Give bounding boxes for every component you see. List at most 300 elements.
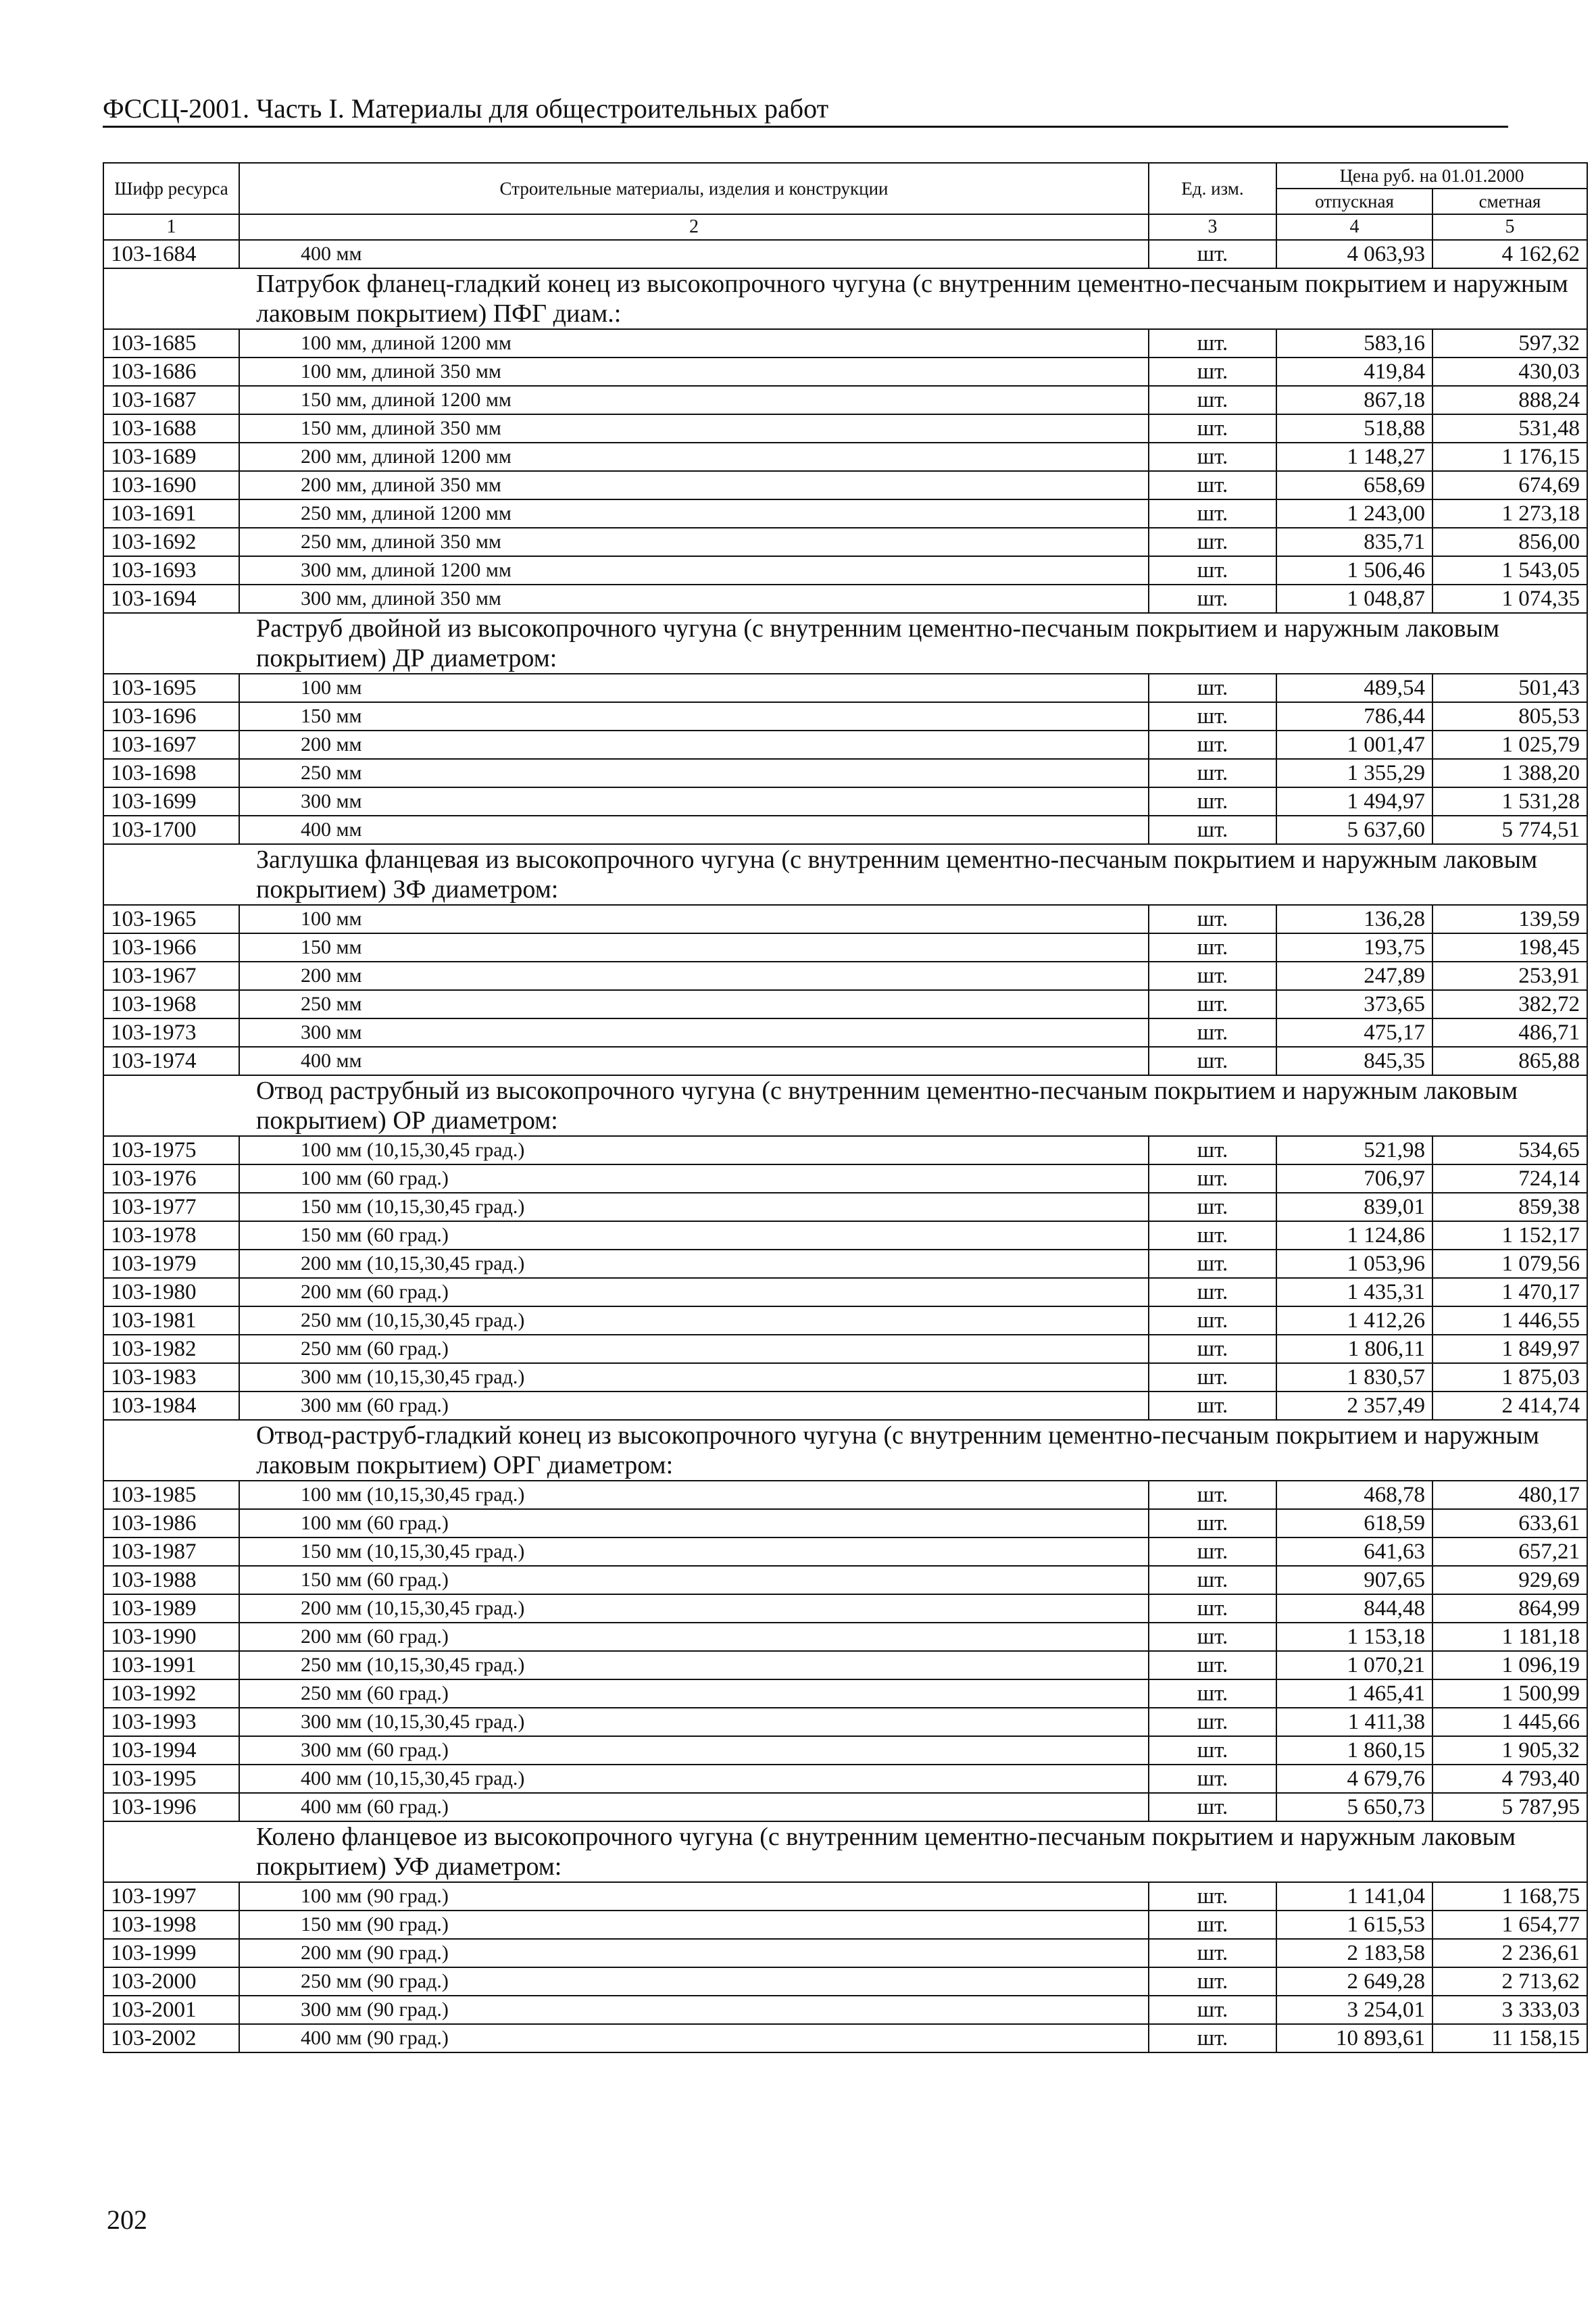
material-name-cell: 200 мм, длиной 1200 мм bbox=[239, 443, 1149, 471]
material-name-cell: 300 мм (10,15,30,45 град.) bbox=[239, 1363, 1149, 1392]
table-row bbox=[103, 1793, 1587, 1821]
release-price-cell: 518,88 bbox=[1276, 414, 1432, 443]
estimate-price-cell: 11 158,15 bbox=[1432, 2024, 1587, 2052]
release-price-cell: 867,18 bbox=[1276, 386, 1432, 414]
unit-cell: шт. bbox=[1149, 905, 1276, 933]
price-table bbox=[103, 162, 1588, 2053]
table-row bbox=[103, 443, 1587, 471]
material-name-cell: 200 мм (90 град.) bbox=[239, 1939, 1149, 1967]
table-row bbox=[103, 240, 1587, 268]
estimate-price-cell: 1 849,97 bbox=[1432, 1335, 1587, 1363]
material-name-cell: 250 мм bbox=[239, 759, 1149, 787]
table-row bbox=[103, 1594, 1587, 1623]
estimate-price-cell: 1 079,56 bbox=[1432, 1250, 1587, 1278]
group-heading: Заглушка фланцевая из высокопрочного чугуна (с внутренним цементно-песчаным покрытием и наружным лаковым покрытием) ЗФ диаметром: bbox=[103, 844, 1587, 905]
resource-code-cell: 103-1690 bbox=[103, 471, 239, 499]
estimate-price-cell: 198,45 bbox=[1432, 933, 1587, 962]
material-name-cell: 100 мм bbox=[239, 905, 1149, 933]
col-number-row bbox=[103, 214, 1587, 240]
release-price-cell: 583,16 bbox=[1276, 329, 1432, 358]
estimate-price-cell: 1 074,35 bbox=[1432, 585, 1587, 613]
material-name-cell: 100 мм, длиной 1200 мм bbox=[239, 329, 1149, 358]
material-name-cell: 250 мм, длиной 1200 мм bbox=[239, 499, 1149, 528]
material-name-cell: 250 мм (10,15,30,45 град.) bbox=[239, 1651, 1149, 1679]
group-heading-row bbox=[103, 1821, 1587, 1882]
table-row bbox=[103, 1623, 1587, 1651]
unit-cell: шт. bbox=[1149, 240, 1276, 268]
estimate-price-cell: 856,00 bbox=[1432, 528, 1587, 556]
release-price-cell: 786,44 bbox=[1276, 702, 1432, 731]
unit-cell: шт. bbox=[1149, 1736, 1276, 1765]
unit-cell: шт. bbox=[1149, 585, 1276, 613]
resource-code-cell: 103-1989 bbox=[103, 1594, 239, 1623]
release-price-cell: 5 650,73 bbox=[1276, 1793, 1432, 1821]
resource-code-cell: 103-2000 bbox=[103, 1967, 239, 1996]
unit-cell: шт. bbox=[1149, 414, 1276, 443]
resource-code-cell: 103-1698 bbox=[103, 759, 239, 787]
unit-cell: шт. bbox=[1149, 1047, 1276, 1075]
table-row bbox=[103, 1911, 1587, 1939]
group-heading: Отвод-раструб-гладкий конец из высокопрочного чугуна (с внутренним цементно-песчаным покрытием и наружным лаковым покрытием) ОРГ диаметром: bbox=[103, 1420, 1587, 1481]
table-row bbox=[103, 1136, 1587, 1164]
unit-cell: шт. bbox=[1149, 1967, 1276, 1996]
resource-code-cell: 103-1975 bbox=[103, 1136, 239, 1164]
release-price-cell: 247,89 bbox=[1276, 962, 1432, 990]
release-price-cell: 706,97 bbox=[1276, 1164, 1432, 1193]
table-row bbox=[103, 499, 1587, 528]
release-price-cell: 10 893,61 bbox=[1276, 2024, 1432, 2052]
estimate-price-cell: 657,21 bbox=[1432, 1537, 1587, 1566]
resource-code-cell: 103-1689 bbox=[103, 443, 239, 471]
material-name-cell: 200 мм (60 град.) bbox=[239, 1278, 1149, 1306]
table-row bbox=[103, 1882, 1587, 1911]
table-row bbox=[103, 1996, 1587, 2024]
release-price-cell: 2 357,49 bbox=[1276, 1392, 1432, 1420]
table-row bbox=[103, 1679, 1587, 1708]
unit-cell: шт. bbox=[1149, 1623, 1276, 1651]
table-row bbox=[103, 329, 1587, 358]
resource-code-cell: 103-1687 bbox=[103, 386, 239, 414]
unit-cell: шт. bbox=[1149, 1594, 1276, 1623]
release-price-cell: 618,59 bbox=[1276, 1509, 1432, 1537]
estimate-price-cell: 1 388,20 bbox=[1432, 759, 1587, 787]
table-row bbox=[103, 1967, 1587, 1996]
material-name-cell: 200 мм (10,15,30,45 град.) bbox=[239, 1250, 1149, 1278]
resource-code-cell: 103-2001 bbox=[103, 1996, 239, 2024]
group-heading-row bbox=[103, 1075, 1587, 1136]
estimate-price-cell: 480,17 bbox=[1432, 1481, 1587, 1509]
table-row bbox=[103, 1193, 1587, 1221]
table-row bbox=[103, 990, 1587, 1018]
table-row bbox=[103, 585, 1587, 613]
table-row bbox=[103, 1018, 1587, 1047]
unit-cell: шт. bbox=[1149, 1335, 1276, 1363]
estimate-price-cell: 531,48 bbox=[1432, 414, 1587, 443]
estimate-price-cell: 1 025,79 bbox=[1432, 731, 1587, 759]
page-number: 202 bbox=[107, 2205, 147, 2235]
resource-code-cell: 103-1997 bbox=[103, 1882, 239, 1911]
page-header-title: ФССЦ-2001. Часть I. Материалы для общестроительных работ bbox=[103, 93, 829, 124]
table-row bbox=[103, 1221, 1587, 1250]
col-number: 2 bbox=[239, 214, 1149, 240]
resource-code-cell: 103-1981 bbox=[103, 1306, 239, 1335]
table-head-row bbox=[103, 163, 1587, 189]
unit-cell: шт. bbox=[1149, 1018, 1276, 1047]
group-heading-row bbox=[103, 1420, 1587, 1481]
table-row bbox=[103, 386, 1587, 414]
table-row bbox=[103, 1306, 1587, 1335]
estimate-price-cell: 674,69 bbox=[1432, 471, 1587, 499]
material-name-cell: 250 мм, длиной 350 мм bbox=[239, 528, 1149, 556]
estimate-price-cell: 2 236,61 bbox=[1432, 1939, 1587, 1967]
resource-code-cell: 103-1965 bbox=[103, 905, 239, 933]
estimate-price-cell: 1 654,77 bbox=[1432, 1911, 1587, 1939]
col-number: 3 bbox=[1149, 214, 1276, 240]
release-price-cell: 1 153,18 bbox=[1276, 1623, 1432, 1651]
table-row bbox=[103, 1537, 1587, 1566]
resource-code-cell: 103-1992 bbox=[103, 1679, 239, 1708]
estimate-price-cell: 1 531,28 bbox=[1432, 787, 1587, 816]
release-price-cell: 1 243,00 bbox=[1276, 499, 1432, 528]
table-row bbox=[103, 1765, 1587, 1793]
unit-cell: шт. bbox=[1149, 1392, 1276, 1420]
unit-cell: шт. bbox=[1149, 1765, 1276, 1793]
estimate-price-cell: 430,03 bbox=[1432, 358, 1587, 386]
release-price-cell: 641,63 bbox=[1276, 1537, 1432, 1566]
unit-cell: шт. bbox=[1149, 816, 1276, 844]
estimate-price-cell: 501,43 bbox=[1432, 674, 1587, 702]
material-name-cell: 400 мм bbox=[239, 816, 1149, 844]
resource-code-cell: 103-1999 bbox=[103, 1939, 239, 1967]
resource-code-cell: 103-1967 bbox=[103, 962, 239, 990]
table-row bbox=[103, 358, 1587, 386]
unit-cell: шт. bbox=[1149, 1193, 1276, 1221]
table-row bbox=[103, 1509, 1587, 1537]
material-name-cell: 200 мм (10,15,30,45 град.) bbox=[239, 1594, 1149, 1623]
release-price-cell: 1 048,87 bbox=[1276, 585, 1432, 613]
resource-code-cell: 103-1982 bbox=[103, 1335, 239, 1363]
unit-cell: шт. bbox=[1149, 1278, 1276, 1306]
resource-code-cell: 103-1994 bbox=[103, 1736, 239, 1765]
release-price-cell: 1 412,26 bbox=[1276, 1306, 1432, 1335]
material-name-cell: 100 мм (60 град.) bbox=[239, 1164, 1149, 1193]
estimate-price-cell: 534,65 bbox=[1432, 1136, 1587, 1164]
table-row bbox=[103, 1651, 1587, 1679]
estimate-price-cell: 486,71 bbox=[1432, 1018, 1587, 1047]
release-price-cell: 658,69 bbox=[1276, 471, 1432, 499]
material-name-cell: 300 мм (60 град.) bbox=[239, 1392, 1149, 1420]
release-price-cell: 1 860,15 bbox=[1276, 1736, 1432, 1765]
table-row bbox=[103, 962, 1587, 990]
material-name-cell: 400 мм (10,15,30,45 град.) bbox=[239, 1765, 1149, 1793]
group-heading: Колено фланцевое из высокопрочного чугуна (с внутренним цементно-песчаным покрытием и наружным лаковым покрытием) УФ диаметром: bbox=[103, 1821, 1587, 1882]
table-row bbox=[103, 2024, 1587, 2052]
material-name-cell: 200 мм bbox=[239, 962, 1149, 990]
release-price-cell: 2 183,58 bbox=[1276, 1939, 1432, 1967]
resource-code-cell: 103-1996 bbox=[103, 1793, 239, 1821]
group-heading: Патрубок фланец-гладкий конец из высокопрочного чугуна (с внутренним цементно-песчаным покрытием и наружным лаковым покрытием) ПФГ диам.: bbox=[103, 268, 1587, 329]
release-price-cell: 1 148,27 bbox=[1276, 443, 1432, 471]
estimate-price-cell: 1 176,15 bbox=[1432, 443, 1587, 471]
col-header-release-price: отпускная bbox=[1276, 189, 1432, 214]
material-name-cell: 150 мм bbox=[239, 933, 1149, 962]
col-header-estimate-price: сметная bbox=[1432, 189, 1587, 214]
table-row bbox=[103, 414, 1587, 443]
material-name-cell: 150 мм, длиной 350 мм bbox=[239, 414, 1149, 443]
release-price-cell: 1 124,86 bbox=[1276, 1221, 1432, 1250]
table-row bbox=[103, 1939, 1587, 1967]
resource-code-cell: 103-1691 bbox=[103, 499, 239, 528]
resource-code-cell: 103-1984 bbox=[103, 1392, 239, 1420]
estimate-price-cell: 859,38 bbox=[1432, 1193, 1587, 1221]
resource-code-cell: 103-1977 bbox=[103, 1193, 239, 1221]
material-name-cell: 150 мм (60 град.) bbox=[239, 1566, 1149, 1594]
resource-code-cell: 103-1995 bbox=[103, 1765, 239, 1793]
group-heading: Отвод раструбный из высокопрочного чугуна (с внутренним цементно-песчаным покрытием и наружным лаковым покрытием) ОР диаметром: bbox=[103, 1075, 1587, 1136]
resource-code-cell: 103-1987 bbox=[103, 1537, 239, 1566]
material-name-cell: 150 мм (90 град.) bbox=[239, 1911, 1149, 1939]
release-price-cell: 419,84 bbox=[1276, 358, 1432, 386]
material-name-cell: 250 мм (60 град.) bbox=[239, 1679, 1149, 1708]
unit-cell: шт. bbox=[1149, 1651, 1276, 1679]
estimate-price-cell: 1 470,17 bbox=[1432, 1278, 1587, 1306]
resource-code-cell: 103-1988 bbox=[103, 1566, 239, 1594]
material-name-cell: 150 мм, длиной 1200 мм bbox=[239, 386, 1149, 414]
material-name-cell: 100 мм, длиной 350 мм bbox=[239, 358, 1149, 386]
unit-cell: шт. bbox=[1149, 1481, 1276, 1509]
release-price-cell: 844,48 bbox=[1276, 1594, 1432, 1623]
unit-cell: шт. bbox=[1149, 962, 1276, 990]
material-name-cell: 250 мм (60 град.) bbox=[239, 1335, 1149, 1363]
estimate-price-cell: 888,24 bbox=[1432, 386, 1587, 414]
table-row bbox=[103, 674, 1587, 702]
unit-cell: шт. bbox=[1149, 1566, 1276, 1594]
unit-cell: шт. bbox=[1149, 386, 1276, 414]
unit-cell: шт. bbox=[1149, 443, 1276, 471]
estimate-price-cell: 1 500,99 bbox=[1432, 1679, 1587, 1708]
unit-cell: шт. bbox=[1149, 674, 1276, 702]
release-price-cell: 3 254,01 bbox=[1276, 1996, 1432, 2024]
resource-code-cell: 103-1973 bbox=[103, 1018, 239, 1047]
resource-code-cell: 103-1697 bbox=[103, 731, 239, 759]
unit-cell: шт. bbox=[1149, 731, 1276, 759]
estimate-price-cell: 139,59 bbox=[1432, 905, 1587, 933]
release-price-cell: 1 053,96 bbox=[1276, 1250, 1432, 1278]
material-name-cell: 300 мм bbox=[239, 787, 1149, 816]
material-name-cell: 150 мм (10,15,30,45 град.) bbox=[239, 1537, 1149, 1566]
unit-cell: шт. bbox=[1149, 1164, 1276, 1193]
unit-cell: шт. bbox=[1149, 1939, 1276, 1967]
estimate-price-cell: 865,88 bbox=[1432, 1047, 1587, 1075]
material-name-cell: 150 мм (60 град.) bbox=[239, 1221, 1149, 1250]
estimate-price-cell: 2 414,74 bbox=[1432, 1392, 1587, 1420]
material-name-cell: 150 мм bbox=[239, 702, 1149, 731]
resource-code-cell: 103-1684 bbox=[103, 240, 239, 268]
material-name-cell: 300 мм, длиной 1200 мм bbox=[239, 556, 1149, 585]
table-head bbox=[103, 163, 1587, 240]
group-heading-row bbox=[103, 268, 1587, 329]
release-price-cell: 489,54 bbox=[1276, 674, 1432, 702]
unit-cell: шт. bbox=[1149, 1882, 1276, 1911]
col-number: 1 bbox=[103, 214, 239, 240]
unit-cell: шт. bbox=[1149, 1996, 1276, 2024]
release-price-cell: 1 494,97 bbox=[1276, 787, 1432, 816]
unit-cell: шт. bbox=[1149, 1221, 1276, 1250]
unit-cell: шт. bbox=[1149, 702, 1276, 731]
release-price-cell: 1 806,11 bbox=[1276, 1335, 1432, 1363]
col-header-price: Цена руб. на 01.01.2000 bbox=[1276, 163, 1587, 189]
table-row bbox=[103, 556, 1587, 585]
unit-cell: шт. bbox=[1149, 990, 1276, 1018]
group-heading-row bbox=[103, 613, 1587, 674]
unit-cell: шт. bbox=[1149, 933, 1276, 962]
release-price-cell: 1 435,31 bbox=[1276, 1278, 1432, 1306]
estimate-price-cell: 1 273,18 bbox=[1432, 499, 1587, 528]
resource-code-cell: 103-1688 bbox=[103, 414, 239, 443]
col-header-code: Шифр ресурса bbox=[103, 163, 239, 214]
unit-cell: шт. bbox=[1149, 556, 1276, 585]
resource-code-cell: 103-1978 bbox=[103, 1221, 239, 1250]
material-name-cell: 300 мм, длиной 350 мм bbox=[239, 585, 1149, 613]
resource-code-cell: 103-1980 bbox=[103, 1278, 239, 1306]
estimate-price-cell: 4 793,40 bbox=[1432, 1765, 1587, 1793]
resource-code-cell: 103-1694 bbox=[103, 585, 239, 613]
table-row bbox=[103, 759, 1587, 787]
release-price-cell: 1 506,46 bbox=[1276, 556, 1432, 585]
estimate-price-cell: 5 787,95 bbox=[1432, 1793, 1587, 1821]
table-row bbox=[103, 1736, 1587, 1765]
unit-cell: шт. bbox=[1149, 1363, 1276, 1392]
estimate-price-cell: 633,61 bbox=[1432, 1509, 1587, 1537]
table-row bbox=[103, 1708, 1587, 1736]
estimate-price-cell: 805,53 bbox=[1432, 702, 1587, 731]
table-row bbox=[103, 1566, 1587, 1594]
page-header bbox=[103, 93, 1508, 128]
unit-cell: шт. bbox=[1149, 1793, 1276, 1821]
unit-cell: шт. bbox=[1149, 471, 1276, 499]
material-name-cell: 400 мм bbox=[239, 1047, 1149, 1075]
release-price-cell: 136,28 bbox=[1276, 905, 1432, 933]
table-row bbox=[103, 1047, 1587, 1075]
group-heading-row bbox=[103, 844, 1587, 905]
estimate-price-cell: 1 543,05 bbox=[1432, 556, 1587, 585]
material-name-cell: 200 мм, длиной 350 мм bbox=[239, 471, 1149, 499]
estimate-price-cell: 864,99 bbox=[1432, 1594, 1587, 1623]
unit-cell: шт. bbox=[1149, 358, 1276, 386]
release-price-cell: 521,98 bbox=[1276, 1136, 1432, 1164]
unit-cell: шт. bbox=[1149, 759, 1276, 787]
resource-code-cell: 103-1993 bbox=[103, 1708, 239, 1736]
resource-code-cell: 103-1990 bbox=[103, 1623, 239, 1651]
resource-code-cell: 103-1692 bbox=[103, 528, 239, 556]
material-name-cell: 300 мм bbox=[239, 1018, 1149, 1047]
unit-cell: шт. bbox=[1149, 1537, 1276, 1566]
material-name-cell: 250 мм bbox=[239, 990, 1149, 1018]
release-price-cell: 1 465,41 bbox=[1276, 1679, 1432, 1708]
table-body bbox=[103, 240, 1587, 2052]
estimate-price-cell: 929,69 bbox=[1432, 1566, 1587, 1594]
unit-cell: шт. bbox=[1149, 1306, 1276, 1335]
table-row bbox=[103, 933, 1587, 962]
estimate-price-cell: 724,14 bbox=[1432, 1164, 1587, 1193]
material-name-cell: 400 мм bbox=[239, 240, 1149, 268]
material-name-cell: 100 мм bbox=[239, 674, 1149, 702]
col-number: 5 bbox=[1432, 214, 1587, 240]
group-heading: Раструб двойной из высокопрочного чугуна (с внутренним цементно-песчаным покрытием и наружным лаковым покрытием) ДР диаметром: bbox=[103, 613, 1587, 674]
release-price-cell: 2 649,28 bbox=[1276, 1967, 1432, 1996]
release-price-cell: 1 411,38 bbox=[1276, 1708, 1432, 1736]
table-row bbox=[103, 905, 1587, 933]
material-name-cell: 100 мм (60 град.) bbox=[239, 1509, 1149, 1537]
estimate-price-cell: 4 162,62 bbox=[1432, 240, 1587, 268]
estimate-price-cell: 1 905,32 bbox=[1432, 1736, 1587, 1765]
table-row bbox=[103, 787, 1587, 816]
release-price-cell: 1 070,21 bbox=[1276, 1651, 1432, 1679]
table-row bbox=[103, 528, 1587, 556]
resource-code-cell: 103-1966 bbox=[103, 933, 239, 962]
release-price-cell: 193,75 bbox=[1276, 933, 1432, 962]
resource-code-cell: 103-1983 bbox=[103, 1363, 239, 1392]
material-name-cell: 100 мм (90 град.) bbox=[239, 1882, 1149, 1911]
release-price-cell: 1 141,04 bbox=[1276, 1882, 1432, 1911]
estimate-price-cell: 597,32 bbox=[1432, 329, 1587, 358]
material-name-cell: 100 мм (10,15,30,45 град.) bbox=[239, 1481, 1149, 1509]
unit-cell: шт. bbox=[1149, 1911, 1276, 1939]
release-price-cell: 845,35 bbox=[1276, 1047, 1432, 1075]
unit-cell: шт. bbox=[1149, 499, 1276, 528]
resource-code-cell: 103-1685 bbox=[103, 329, 239, 358]
col-number: 4 bbox=[1276, 214, 1432, 240]
estimate-price-cell: 1 445,66 bbox=[1432, 1708, 1587, 1736]
resource-code-cell: 103-1695 bbox=[103, 674, 239, 702]
material-name-cell: 150 мм (10,15,30,45 град.) bbox=[239, 1193, 1149, 1221]
material-name-cell: 250 мм (10,15,30,45 град.) bbox=[239, 1306, 1149, 1335]
unit-cell: шт. bbox=[1149, 329, 1276, 358]
material-name-cell: 400 мм (90 град.) bbox=[239, 2024, 1149, 2052]
resource-code-cell: 103-1968 bbox=[103, 990, 239, 1018]
table-row bbox=[103, 1363, 1587, 1392]
estimate-price-cell: 1 875,03 bbox=[1432, 1363, 1587, 1392]
table-row bbox=[103, 1335, 1587, 1363]
unit-cell: шт. bbox=[1149, 1250, 1276, 1278]
table-row bbox=[103, 1392, 1587, 1420]
unit-cell: шт. bbox=[1149, 787, 1276, 816]
release-price-cell: 1 355,29 bbox=[1276, 759, 1432, 787]
estimate-price-cell: 1 152,17 bbox=[1432, 1221, 1587, 1250]
table-row bbox=[103, 1278, 1587, 1306]
release-price-cell: 475,17 bbox=[1276, 1018, 1432, 1047]
material-name-cell: 300 мм (60 град.) bbox=[239, 1736, 1149, 1765]
resource-code-cell: 103-1686 bbox=[103, 358, 239, 386]
release-price-cell: 1 001,47 bbox=[1276, 731, 1432, 759]
unit-cell: шт. bbox=[1149, 528, 1276, 556]
material-name-cell: 100 мм (10,15,30,45 град.) bbox=[239, 1136, 1149, 1164]
resource-code-cell: 103-1998 bbox=[103, 1911, 239, 1939]
table-row bbox=[103, 816, 1587, 844]
estimate-price-cell: 2 713,62 bbox=[1432, 1967, 1587, 1996]
release-price-cell: 835,71 bbox=[1276, 528, 1432, 556]
resource-code-cell: 103-1991 bbox=[103, 1651, 239, 1679]
material-name-cell: 200 мм (60 град.) bbox=[239, 1623, 1149, 1651]
material-name-cell: 300 мм (90 град.) bbox=[239, 1996, 1149, 2024]
release-price-cell: 907,65 bbox=[1276, 1566, 1432, 1594]
col-header-name: Строительные материалы, изделия и конструкции bbox=[239, 163, 1149, 214]
resource-code-cell: 103-1696 bbox=[103, 702, 239, 731]
material-name-cell: 200 мм bbox=[239, 731, 1149, 759]
table-row bbox=[103, 1481, 1587, 1509]
release-price-cell: 839,01 bbox=[1276, 1193, 1432, 1221]
unit-cell: шт. bbox=[1149, 1136, 1276, 1164]
